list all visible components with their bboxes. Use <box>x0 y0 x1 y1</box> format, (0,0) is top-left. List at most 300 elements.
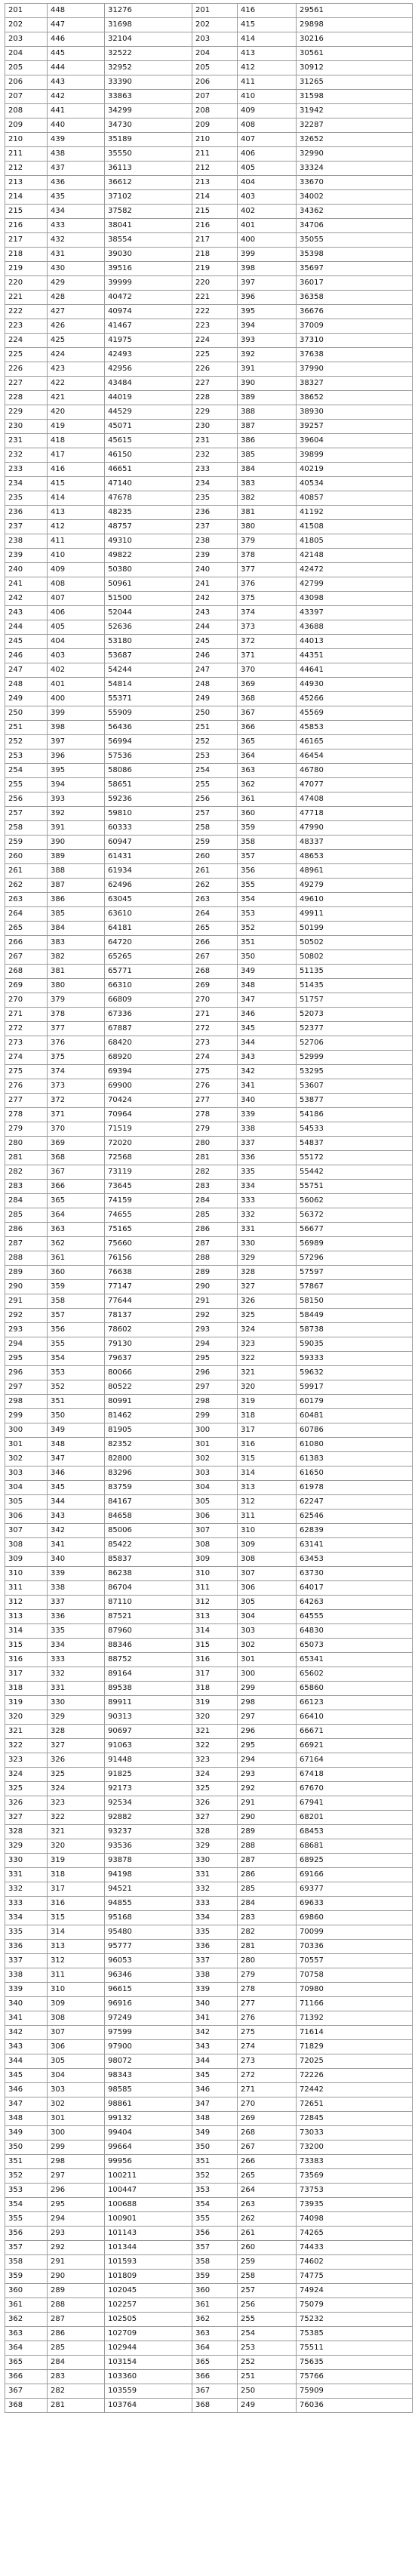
rank-right-cell: 345 <box>192 2069 238 2083</box>
rank-right-cell: 260 <box>192 850 238 864</box>
cumulative-left-cell: 92882 <box>105 1811 192 1825</box>
rank-right-cell: 255 <box>192 778 238 792</box>
cumulative-right-cell: 60179 <box>297 1395 413 1409</box>
table-row <box>5 1854 413 1868</box>
cumulative-left-cell: 102045 <box>105 2284 192 2298</box>
table-row <box>5 721 413 735</box>
cumulative-left-cell: 36612 <box>105 176 192 190</box>
rank-right-cell: 294 <box>192 1337 238 1352</box>
rank-left-cell: 245 <box>5 635 48 649</box>
rank-right-cell: 276 <box>192 1079 238 1094</box>
rank-right-cell: 363 <box>192 2327 238 2341</box>
cumulative-right-cell: 50502 <box>297 936 413 950</box>
score-right-cell: 297 <box>238 1710 297 1725</box>
cumulative-right-cell: 49911 <box>297 907 413 922</box>
cumulative-left-cell: 56436 <box>105 721 192 735</box>
score-left-cell: 443 <box>48 75 105 90</box>
score-right-cell: 362 <box>238 778 297 792</box>
table-row <box>5 1194 413 1208</box>
cumulative-right-cell: 70099 <box>297 1925 413 1940</box>
score-right-cell: 402 <box>238 205 297 219</box>
score-left-cell: 385 <box>48 907 105 922</box>
table-row <box>5 319 413 334</box>
cumulative-right-cell: 71614 <box>297 2026 413 2040</box>
score-right-cell: 295 <box>238 1739 297 1753</box>
rank-left-cell: 330 <box>5 1854 48 1868</box>
rank-right-cell: 359 <box>192 2270 238 2284</box>
table-row <box>5 1036 413 1051</box>
cumulative-right-cell: 56677 <box>297 1223 413 1237</box>
rank-right-cell: 232 <box>192 448 238 463</box>
cumulative-right-cell: 56062 <box>297 1194 413 1208</box>
table-row <box>5 219 413 233</box>
cumulative-right-cell: 42472 <box>297 563 413 577</box>
rank-right-cell: 205 <box>192 61 238 75</box>
cumulative-right-cell: 54533 <box>297 1122 413 1137</box>
table-row <box>5 491 413 506</box>
score-left-cell: 444 <box>48 61 105 75</box>
rank-left-cell: 331 <box>5 1868 48 1882</box>
rank-right-cell: 310 <box>192 1567 238 1581</box>
table-row <box>5 2356 413 2370</box>
cumulative-left-cell: 98072 <box>105 2054 192 2069</box>
rank-right-cell: 247 <box>192 663 238 678</box>
score-left-cell: 361 <box>48 1251 105 1266</box>
score-left-cell: 332 <box>48 1667 105 1682</box>
cumulative-right-cell: 38327 <box>297 377 413 391</box>
cumulative-left-cell: 34730 <box>105 118 192 133</box>
rank-left-cell: 241 <box>5 577 48 592</box>
rank-right-cell: 352 <box>192 2169 238 2184</box>
rank-right-cell: 289 <box>192 1266 238 1280</box>
table-row <box>5 305 413 319</box>
rank-left-cell: 266 <box>5 936 48 950</box>
cumulative-right-cell: 54186 <box>297 1108 413 1122</box>
score-left-cell: 408 <box>48 577 105 592</box>
score-right-cell: 274 <box>238 2040 297 2054</box>
table-row <box>5 1079 413 1094</box>
cumulative-left-cell: 63610 <box>105 907 192 922</box>
table-row <box>5 1380 413 1395</box>
rank-left-cell: 347 <box>5 2097 48 2112</box>
score-left-cell: 300 <box>48 2126 105 2141</box>
table-row <box>5 850 413 864</box>
score-right-cell: 338 <box>238 1122 297 1137</box>
rank-left-cell: 230 <box>5 420 48 434</box>
table-row <box>5 176 413 190</box>
cumulative-right-cell: 73569 <box>297 2169 413 2184</box>
table-row <box>5 190 413 205</box>
table-row <box>5 2198 413 2212</box>
score-right-cell: 311 <box>238 1510 297 1524</box>
score-left-cell: 369 <box>48 1137 105 1151</box>
score-right-cell: 398 <box>238 262 297 276</box>
rank-left-cell: 340 <box>5 1997 48 2011</box>
score-left-cell: 336 <box>48 1610 105 1624</box>
cumulative-left-cell: 91063 <box>105 1739 192 1753</box>
score-left-cell: 312 <box>48 1954 105 1968</box>
rank-left-cell: 322 <box>5 1739 48 1753</box>
score-right-cell: 280 <box>238 1954 297 1968</box>
table-row <box>5 2370 413 2384</box>
rank-left-cell: 272 <box>5 1022 48 1036</box>
rank-left-cell: 326 <box>5 1796 48 1811</box>
score-left-cell: 357 <box>48 1309 105 1323</box>
score-right-cell: 302 <box>238 1639 297 1653</box>
table-row <box>5 90 413 104</box>
rank-right-cell: 315 <box>192 1639 238 1653</box>
score-right-cell: 252 <box>238 2356 297 2370</box>
cumulative-left-cell: 73119 <box>105 1165 192 1180</box>
rank-left-cell: 327 <box>5 1811 48 1825</box>
cumulative-right-cell: 30216 <box>297 32 413 47</box>
table-row <box>5 907 413 922</box>
cumulative-left-cell: 101344 <box>105 2241 192 2255</box>
cumulative-left-cell: 79130 <box>105 1337 192 1352</box>
score-right-cell: 372 <box>238 635 297 649</box>
cumulative-left-cell: 90313 <box>105 1710 192 1725</box>
score-left-cell: 438 <box>48 147 105 162</box>
rank-left-cell: 295 <box>5 1352 48 1366</box>
rank-right-cell: 327 <box>192 1811 238 1825</box>
rank-right-cell: 285 <box>192 1208 238 1223</box>
cumulative-right-cell: 64830 <box>297 1624 413 1639</box>
rank-right-cell: 297 <box>192 1380 238 1395</box>
score-left-cell: 392 <box>48 807 105 821</box>
score-right-cell: 350 <box>238 950 297 965</box>
score-right-cell: 290 <box>238 1811 297 1825</box>
cumulative-right-cell: 75766 <box>297 2370 413 2384</box>
cumulative-left-cell: 45615 <box>105 434 192 448</box>
cumulative-right-cell: 54837 <box>297 1137 413 1151</box>
score-left-cell: 321 <box>48 1825 105 1839</box>
rank-left-cell: 243 <box>5 606 48 620</box>
score-left-cell: 301 <box>48 2112 105 2126</box>
cumulative-right-cell: 56989 <box>297 1237 413 1251</box>
score-left-cell: 373 <box>48 1079 105 1094</box>
table-row <box>5 1925 413 1940</box>
cumulative-right-cell: 67670 <box>297 1782 413 1796</box>
cumulative-left-cell: 65771 <box>105 965 192 979</box>
cumulative-right-cell: 41192 <box>297 506 413 520</box>
score-left-cell: 427 <box>48 305 105 319</box>
rank-right-cell: 355 <box>192 2212 238 2227</box>
cumulative-left-cell: 70964 <box>105 1108 192 1122</box>
cumulative-right-cell: 58150 <box>297 1294 413 1309</box>
score-left-cell: 318 <box>48 1868 105 1882</box>
cumulative-right-cell: 53295 <box>297 1065 413 1079</box>
rank-left-cell: 351 <box>5 2155 48 2169</box>
score-right-cell: 309 <box>238 1538 297 1553</box>
score-right-cell: 266 <box>238 2155 297 2169</box>
rank-left-cell: 232 <box>5 448 48 463</box>
cumulative-right-cell: 74924 <box>297 2284 413 2298</box>
score-right-cell: 258 <box>238 2270 297 2284</box>
rank-right-cell: 264 <box>192 907 238 922</box>
rank-right-cell: 354 <box>192 2198 238 2212</box>
cumulative-left-cell: 45071 <box>105 420 192 434</box>
rank-left-cell: 308 <box>5 1538 48 1553</box>
cumulative-left-cell: 97599 <box>105 2026 192 2040</box>
cumulative-right-cell: 35398 <box>297 248 413 262</box>
cumulative-right-cell: 61978 <box>297 1481 413 1495</box>
rank-left-cell: 357 <box>5 2241 48 2255</box>
rank-left-cell: 314 <box>5 1624 48 1639</box>
cumulative-right-cell: 37009 <box>297 319 413 334</box>
rank-left-cell: 235 <box>5 491 48 506</box>
score-right-cell: 264 <box>238 2184 297 2198</box>
score-right-cell: 304 <box>238 1610 297 1624</box>
score-right-cell: 390 <box>238 377 297 391</box>
score-right-cell: 257 <box>238 2284 297 2298</box>
cumulative-right-cell: 52999 <box>297 1051 413 1065</box>
score-left-cell: 414 <box>48 491 105 506</box>
score-right-cell: 399 <box>238 248 297 262</box>
rank-left-cell: 320 <box>5 1710 48 1725</box>
score-left-cell: 329 <box>48 1710 105 1725</box>
score-left-cell: 363 <box>48 1223 105 1237</box>
rank-right-cell: 314 <box>192 1624 238 1639</box>
table-row <box>5 348 413 362</box>
cumulative-right-cell: 73383 <box>297 2155 413 2169</box>
rank-left-cell: 317 <box>5 1667 48 1682</box>
score-right-cell: 279 <box>238 1968 297 1983</box>
rank-left-cell: 334 <box>5 1911 48 1925</box>
score-right-cell: 291 <box>238 1796 297 1811</box>
rank-right-cell: 329 <box>192 1839 238 1854</box>
rank-right-cell: 229 <box>192 405 238 420</box>
cumulative-right-cell: 72845 <box>297 2112 413 2126</box>
score-left-cell: 381 <box>48 965 105 979</box>
score-left-cell: 362 <box>48 1237 105 1251</box>
score-right-cell: 396 <box>238 291 297 305</box>
table-row <box>5 2155 413 2169</box>
table-row <box>5 993 413 1008</box>
score-left-cell: 334 <box>48 1639 105 1653</box>
score-left-cell: 355 <box>48 1337 105 1352</box>
score-right-cell: 253 <box>238 2341 297 2356</box>
cumulative-right-cell: 30561 <box>297 47 413 61</box>
table-row <box>5 1510 413 1524</box>
score-left-cell: 413 <box>48 506 105 520</box>
score-left-cell: 433 <box>48 219 105 233</box>
cumulative-left-cell: 81905 <box>105 1423 192 1438</box>
score-right-cell: 321 <box>238 1366 297 1380</box>
score-left-cell: 402 <box>48 663 105 678</box>
rank-right-cell: 350 <box>192 2141 238 2155</box>
rank-left-cell: 367 <box>5 2384 48 2399</box>
table-row <box>5 2054 413 2069</box>
rank-left-cell: 301 <box>5 1438 48 1452</box>
cumulative-left-cell: 73645 <box>105 1180 192 1194</box>
rank-right-cell: 237 <box>192 520 238 534</box>
cumulative-left-cell: 53687 <box>105 649 192 663</box>
score-left-cell: 349 <box>48 1423 105 1438</box>
cumulative-right-cell: 64017 <box>297 1581 413 1596</box>
cumulative-right-cell: 29561 <box>297 4 413 18</box>
cumulative-left-cell: 72020 <box>105 1137 192 1151</box>
table-row <box>5 2212 413 2227</box>
table-row <box>5 749 413 764</box>
score-left-cell: 411 <box>48 534 105 549</box>
cumulative-left-cell: 83296 <box>105 1467 192 1481</box>
rank-left-cell: 221 <box>5 291 48 305</box>
rank-right-cell: 219 <box>192 262 238 276</box>
cumulative-right-cell: 75385 <box>297 2327 413 2341</box>
score-left-cell: 319 <box>48 1854 105 1868</box>
score-right-cell: 289 <box>238 1825 297 1839</box>
cumulative-left-cell: 46651 <box>105 463 192 477</box>
score-left-cell: 303 <box>48 2083 105 2097</box>
rank-right-cell: 207 <box>192 90 238 104</box>
rank-left-cell: 236 <box>5 506 48 520</box>
table-row <box>5 807 413 821</box>
cumulative-right-cell: 72025 <box>297 2054 413 2069</box>
cumulative-left-cell: 103559 <box>105 2384 192 2399</box>
score-right-cell: 294 <box>238 1753 297 1768</box>
rank-right-cell: 269 <box>192 979 238 993</box>
score-right-cell: 364 <box>238 749 297 764</box>
rank-right-cell: 273 <box>192 1036 238 1051</box>
table-row <box>5 836 413 850</box>
score-right-cell: 389 <box>238 391 297 405</box>
cumulative-left-cell: 76638 <box>105 1266 192 1280</box>
rank-left-cell: 354 <box>5 2198 48 2212</box>
cumulative-right-cell: 33670 <box>297 176 413 190</box>
rank-left-cell: 342 <box>5 2026 48 2040</box>
cumulative-left-cell: 48235 <box>105 506 192 520</box>
score-right-cell: 369 <box>238 678 297 692</box>
table-row <box>5 1108 413 1122</box>
score-right-cell: 361 <box>238 792 297 807</box>
rank-right-cell: 325 <box>192 1782 238 1796</box>
cumulative-right-cell: 34362 <box>297 205 413 219</box>
cumulative-left-cell: 44529 <box>105 405 192 420</box>
score-left-cell: 359 <box>48 1280 105 1294</box>
rank-left-cell: 224 <box>5 334 48 348</box>
cumulative-left-cell: 95777 <box>105 1940 192 1954</box>
rank-left-cell: 349 <box>5 2126 48 2141</box>
cumulative-left-cell: 93536 <box>105 1839 192 1854</box>
score-right-cell: 351 <box>238 936 297 950</box>
cumulative-left-cell: 36113 <box>105 162 192 176</box>
score-left-cell: 418 <box>48 434 105 448</box>
cumulative-right-cell: 66410 <box>297 1710 413 1725</box>
rank-left-cell: 338 <box>5 1968 48 1983</box>
score-right-cell: 365 <box>238 735 297 749</box>
rank-right-cell: 323 <box>192 1753 238 1768</box>
table-row <box>5 1266 413 1280</box>
cumulative-right-cell: 47718 <box>297 807 413 821</box>
table-row <box>5 1968 413 1983</box>
cumulative-right-cell: 63141 <box>297 1538 413 1553</box>
score-left-cell: 282 <box>48 2384 105 2399</box>
cumulative-right-cell: 32287 <box>297 118 413 133</box>
cumulative-left-cell: 91825 <box>105 1768 192 1782</box>
rank-right-cell: 233 <box>192 463 238 477</box>
rank-left-cell: 313 <box>5 1610 48 1624</box>
cumulative-left-cell: 67336 <box>105 1008 192 1022</box>
cumulative-left-cell: 102944 <box>105 2341 192 2356</box>
rank-right-cell: 313 <box>192 1610 238 1624</box>
table-row <box>5 1796 413 1811</box>
rank-right-cell: 216 <box>192 219 238 233</box>
rank-left-cell: 260 <box>5 850 48 864</box>
score-left-cell: 367 <box>48 1165 105 1180</box>
rank-right-cell: 271 <box>192 1008 238 1022</box>
score-right-cell: 353 <box>238 907 297 922</box>
rank-right-cell: 213 <box>192 176 238 190</box>
rank-right-cell: 227 <box>192 377 238 391</box>
score-right-cell: 386 <box>238 434 297 448</box>
rank-right-cell: 362 <box>192 2313 238 2327</box>
cumulative-left-cell: 41467 <box>105 319 192 334</box>
cumulative-right-cell: 47408 <box>297 792 413 807</box>
cumulative-right-cell: 42148 <box>297 549 413 563</box>
cumulative-left-cell: 96346 <box>105 1968 192 1983</box>
rank-left-cell: 356 <box>5 2227 48 2241</box>
cumulative-left-cell: 58086 <box>105 764 192 778</box>
rank-right-cell: 217 <box>192 233 238 248</box>
score-left-cell: 404 <box>48 635 105 649</box>
table-row <box>5 563 413 577</box>
table-row <box>5 1151 413 1165</box>
score-right-cell: 251 <box>238 2370 297 2384</box>
rank-left-cell: 256 <box>5 792 48 807</box>
score-left-cell: 419 <box>48 420 105 434</box>
cumulative-left-cell: 53180 <box>105 635 192 649</box>
rank-right-cell: 267 <box>192 950 238 965</box>
score-right-cell: 408 <box>238 118 297 133</box>
table-row <box>5 104 413 118</box>
rank-right-cell: 366 <box>192 2370 238 2384</box>
cumulative-right-cell: 49610 <box>297 893 413 907</box>
rank-right-cell: 342 <box>192 2026 238 2040</box>
rank-left-cell: 297 <box>5 1380 48 1395</box>
rank-left-cell: 296 <box>5 1366 48 1380</box>
cumulative-right-cell: 71166 <box>297 1997 413 2011</box>
table-row <box>5 1696 413 1710</box>
cumulative-left-cell: 54244 <box>105 663 192 678</box>
score-left-cell: 370 <box>48 1122 105 1137</box>
table-row <box>5 1481 413 1495</box>
rank-left-cell: 368 <box>5 2399 48 2413</box>
table-row <box>5 1954 413 1968</box>
cumulative-right-cell: 41508 <box>297 520 413 534</box>
cumulative-right-cell: 45266 <box>297 692 413 706</box>
cumulative-left-cell: 55371 <box>105 692 192 706</box>
table-row <box>5 205 413 219</box>
score-left-cell: 320 <box>48 1839 105 1854</box>
cumulative-left-cell: 87960 <box>105 1624 192 1639</box>
score-right-cell: 285 <box>238 1882 297 1897</box>
table-row <box>5 291 413 305</box>
rank-left-cell: 209 <box>5 118 48 133</box>
table-row <box>5 1940 413 1954</box>
rank-left-cell: 251 <box>5 721 48 735</box>
table-row <box>5 1882 413 1897</box>
rank-right-cell: 244 <box>192 620 238 635</box>
score-left-cell: 388 <box>48 864 105 879</box>
table-row <box>5 879 413 893</box>
score-left-cell: 447 <box>48 18 105 32</box>
score-right-cell: 380 <box>238 520 297 534</box>
cumulative-right-cell: 65073 <box>297 1639 413 1653</box>
cumulative-left-cell: 52636 <box>105 620 192 635</box>
rank-right-cell: 281 <box>192 1151 238 1165</box>
cumulative-left-cell: 102505 <box>105 2313 192 2327</box>
score-left-cell: 398 <box>48 721 105 735</box>
